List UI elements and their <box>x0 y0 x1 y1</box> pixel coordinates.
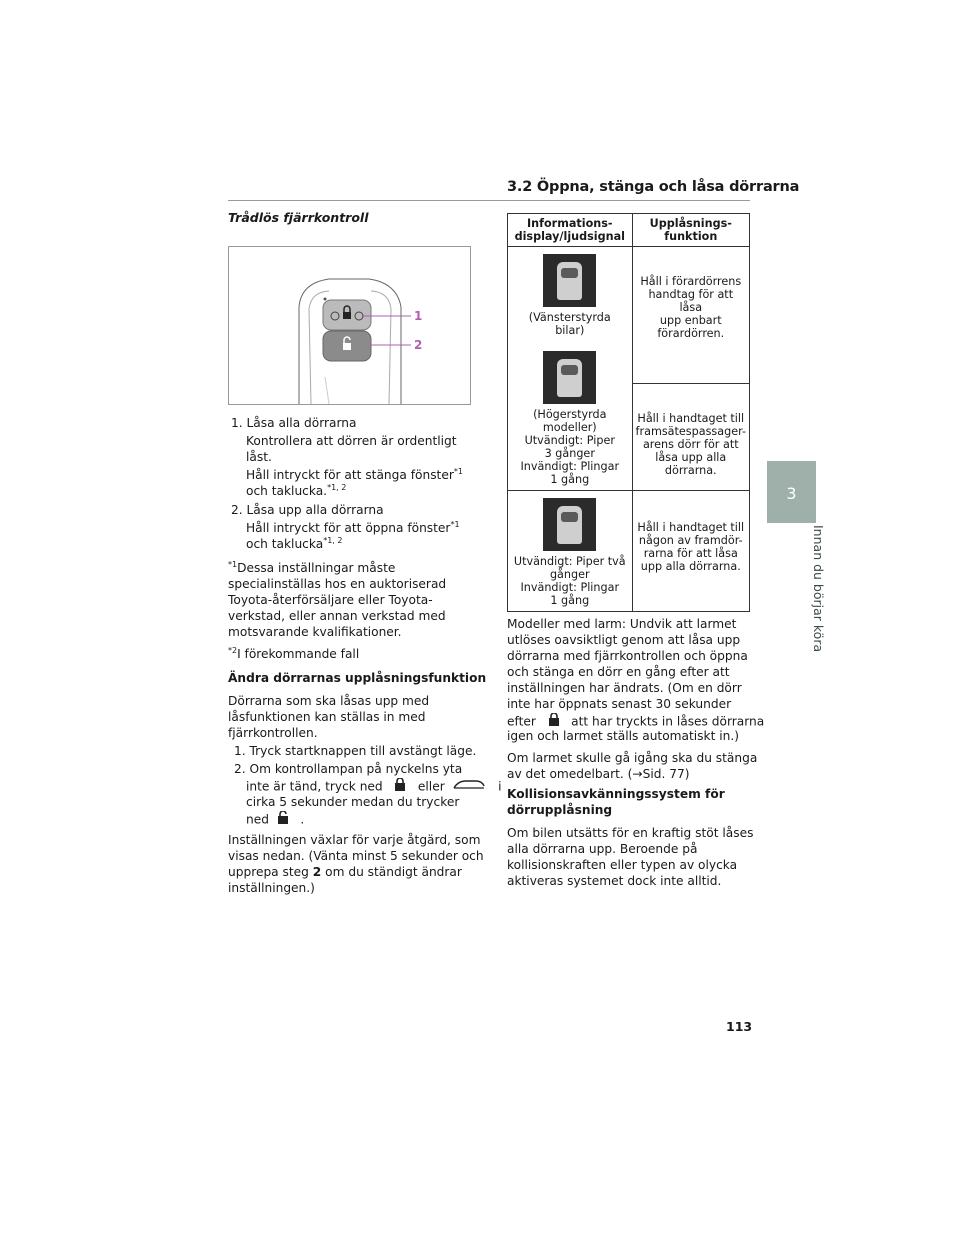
cell-text: modeller) <box>542 421 597 434</box>
table-header-col1 <box>508 214 633 247</box>
collision-heading-2: dörrupplåsning <box>507 803 613 817</box>
alarm-text: att har tryckts in låses dörrarna <box>571 714 765 729</box>
callout-1: 1 <box>414 309 423 323</box>
setting-step-1: 1. Tryck startknappen till avstängt läge. <box>234 744 477 758</box>
collision-line-3: kollisionskraften eller typen av olycka <box>507 858 738 872</box>
intro-line-2: låsfunktionen kan ställas in med <box>228 710 426 724</box>
key-fob-illustration <box>229 247 470 404</box>
intro-line-3: fjärrkontrollen. <box>228 726 318 740</box>
table-header-col2 <box>632 214 749 247</box>
car-display-icon <box>543 254 596 307</box>
sub-heading: Ändra dörrarnas upplåsningsfunktion <box>228 671 487 685</box>
footnote-ref: *1, 2 <box>323 535 343 545</box>
header-text: Informations- <box>527 217 613 230</box>
cell-text: Invändigt: Plingar <box>520 581 620 594</box>
cell-text: låsa upp alla <box>655 451 727 464</box>
table-cell-function-2 <box>632 384 749 491</box>
intro-line-1: Dörrarna som ska låsas upp med <box>228 694 430 708</box>
cell-text: framsätespassager- <box>635 425 746 438</box>
alarm-text: efter <box>507 714 536 729</box>
step-text: ned <box>246 812 269 827</box>
header-rule <box>228 200 750 201</box>
footnote-ref: *1, 2 <box>327 482 347 492</box>
cell-text: bilar) <box>555 324 585 337</box>
footnote-ref: *1 <box>450 519 460 529</box>
callout-2: 2 <box>414 338 423 352</box>
cell-text: handtag för att låsa <box>648 288 734 314</box>
step-1-line-4 <box>246 484 346 500</box>
cell-text: upp enbart <box>659 314 722 327</box>
step-1-line-3 <box>246 468 463 484</box>
cell-text: någon av framdör- <box>638 534 743 547</box>
step-2-line-1 <box>246 521 460 537</box>
cell-text: 1 gång <box>550 594 590 607</box>
alarm2-line-1: Om larmet skulle gå igång ska du stänga <box>507 751 758 765</box>
key-fob-figure <box>228 246 471 405</box>
header-text: Upplåsnings- <box>649 217 732 230</box>
step-2-title: 2. Låsa upp alla dörrarna <box>231 503 384 517</box>
setting-step-2-line-4 <box>246 811 304 829</box>
cell-text: Håll i handtaget till <box>637 412 745 425</box>
step-2-line-1-text: Håll intryckt för att öppna fönster <box>246 521 451 535</box>
step-1-title: 1. Låsa alla dörrarna <box>231 416 357 430</box>
cell-text: 1 gång <box>550 473 590 486</box>
unlock-settings-table <box>507 213 750 612</box>
footnote-mark: *2 <box>228 645 238 655</box>
outro-line-2: visas nedan. (Vänta minst 5 sekunder och <box>228 849 484 863</box>
outro-text: om du ständigt ändrar <box>321 865 462 879</box>
cell-text: Utvändigt: Piper <box>524 434 615 447</box>
step-1-line-2: låst. <box>246 450 272 464</box>
step-1-line-3-text: Håll intryckt för att stänga fönster <box>246 468 454 482</box>
alarm-line-1: Modeller med larm: Undvik att larmet <box>507 617 737 631</box>
table-cell-display-2 <box>508 491 633 612</box>
outro-line-4: inställningen.) <box>228 881 315 895</box>
outro-line-3 <box>228 865 462 881</box>
chapter-side-label <box>806 525 834 665</box>
cell-text: rarna för att låsa <box>643 547 738 560</box>
step-text: inte är tänd, tryck ned <box>246 779 383 794</box>
header-text: display/ljudsignal <box>514 230 625 243</box>
step-2-line-2-text: och taklucka <box>246 537 324 551</box>
section-heading: Trådlös fjärrkontroll <box>228 210 369 225</box>
collision-line-2: alla dörrarna upp. Beroende på <box>507 842 698 856</box>
step-text: eller <box>417 779 445 794</box>
alarm-line-2: utlöses oavsiktligt genom att låsa upp <box>507 633 741 647</box>
footnote-1-text: Dessa inställningar måste <box>237 561 396 575</box>
cell-text: arens dörr för att <box>642 438 739 451</box>
footnote-1-line-5: motsvarande kvalifikationer. <box>228 625 402 639</box>
table-cell-display-1 <box>508 247 633 491</box>
alarm-line-4: och stänga en dörr en gång efter att <box>507 665 730 679</box>
header-text: funktion <box>664 230 718 243</box>
page-number: 113 <box>726 1019 753 1034</box>
outro-step-ref: 2 <box>312 865 322 879</box>
car-display-icon <box>543 498 596 551</box>
footnote-1-line-1 <box>228 561 395 577</box>
setting-step-2-line-2 <box>246 778 501 796</box>
cell-text: dörrarna. <box>664 464 717 477</box>
table-cell-function-3 <box>632 491 749 612</box>
collision-line-1: Om bilen utsätts för en kraftig stöt låses <box>507 826 754 840</box>
cell-text: Håll i handtaget till <box>637 521 745 534</box>
alarm-line-5: inställningen har ändrats. (Om en dörr <box>507 681 742 695</box>
footnote-1-line-4: verkstad, eller annan verkstad med <box>228 609 446 623</box>
footnote-2-text: I förekommande fall <box>237 647 360 661</box>
cell-text: Utvändigt: Piper två <box>513 555 626 568</box>
alarm2-line-2[interactable]: av det omedelbart. (→Sid. 77) <box>507 767 690 781</box>
chapter-number: 3 <box>786 484 797 503</box>
outro-line-1: Inställningen växlar för varje åtgärd, som <box>228 833 481 847</box>
alarm-line-6: inte har öppnats senast 30 sekunder <box>507 697 732 711</box>
footnote-1-line-3: Toyota-återförsäljare eller Toyota- <box>228 593 433 607</box>
alarm-line-7 <box>507 713 764 731</box>
outro-text: upprepa steg <box>228 865 313 879</box>
collision-heading-1: Kollisionsavkänningssystem för <box>507 787 725 801</box>
chapter-side-text: Innan du börjar köra <box>811 525 826 653</box>
cell-text: (Vänsterstyrda <box>528 311 611 324</box>
step-2-line-2 <box>246 537 342 553</box>
step-1-line-1: Kontrollera att dörren är ordentligt <box>246 434 457 448</box>
car-display-icon <box>543 351 596 404</box>
section-header: 3.2 Öppna, stänga och låsa dörrarna <box>507 179 800 195</box>
cell-text: 3 gånger <box>544 447 595 460</box>
car-trunk-icon <box>452 778 486 796</box>
unlock-icon <box>277 811 289 829</box>
cell-text: förardörren. <box>657 327 725 340</box>
cell-text: Håll i förardörrens <box>640 275 742 288</box>
cell-text: gånger <box>549 568 590 581</box>
cell-text: (Högerstyrda <box>533 408 607 421</box>
setting-step-2-line-3: cirka 5 sekunder medan du trycker <box>246 795 460 809</box>
footnote-ref: *1 <box>453 466 463 476</box>
alarm-line-3: dörrarna med fjärrkontrollen och öppna <box>507 649 748 663</box>
step-1-line-4-text: och taklucka. <box>246 484 328 498</box>
collision-line-4: aktiveras systemet dock inte alltid. <box>507 874 722 888</box>
step-text: . <box>300 812 305 827</box>
footnote-2 <box>228 647 359 663</box>
table-cell-function-1 <box>632 247 749 384</box>
cell-text: Invändigt: Plingar <box>520 460 620 473</box>
lock-icon <box>394 778 406 796</box>
lock-icon <box>548 713 560 731</box>
step-text: i <box>498 779 502 794</box>
footnote-1-line-2: specialinställas hos en auktoriserad <box>228 577 447 591</box>
alarm-line-8: igen och larmet ställs automatiskt in.) <box>507 729 739 743</box>
setting-step-2-line-1: 2. Om kontrollampan på nyckelns yta <box>234 762 463 776</box>
cell-text: upp alla dörrarna. <box>640 560 741 573</box>
footnote-mark: *1 <box>228 559 238 569</box>
